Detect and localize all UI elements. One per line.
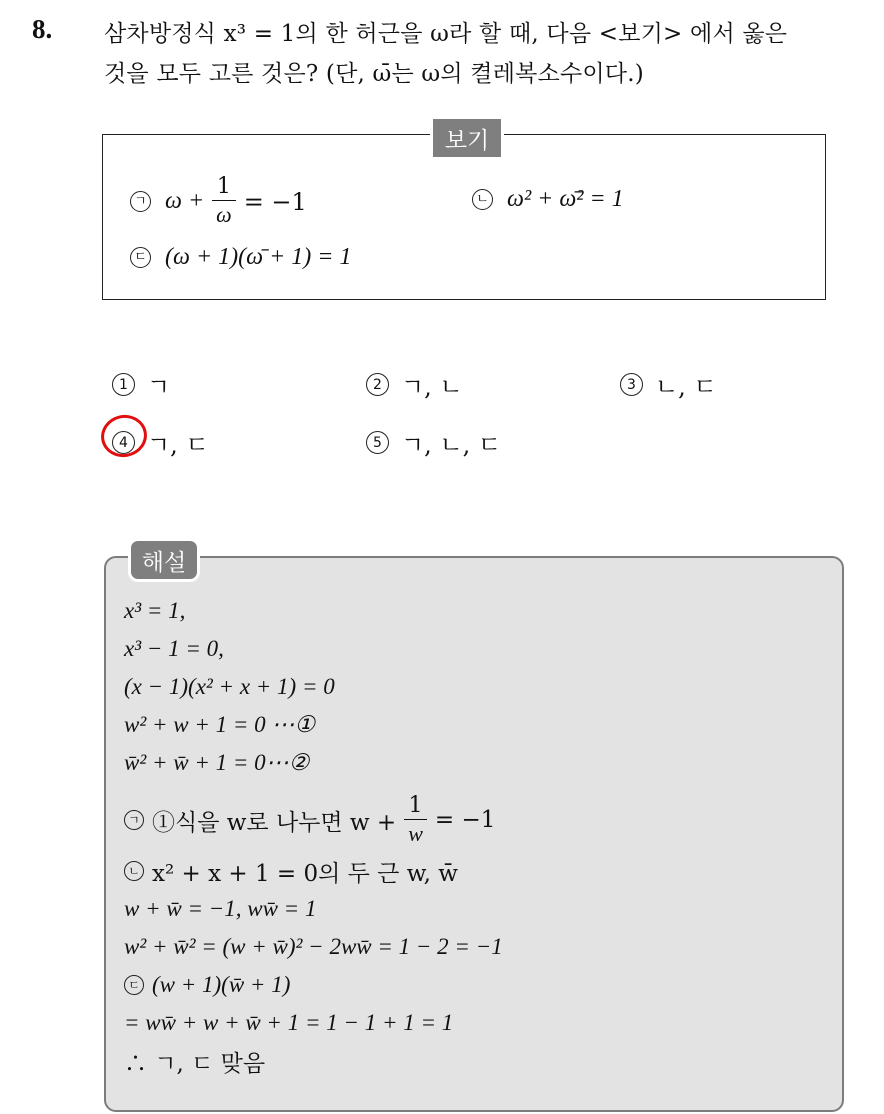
question-text xyxy=(104,14,864,94)
choice-2[interactable] xyxy=(366,367,463,402)
fraction-numerator: 1 xyxy=(216,174,231,199)
choice-answer: ㄱ, ㄴ, ㄷ xyxy=(401,431,502,459)
solution-line-3: (x − 1)(x² + x + 1) = 0 xyxy=(124,674,335,699)
solution-line-1: x³ = 1, xyxy=(124,598,186,623)
bogi-expr: ω² + ω̄² = 1 xyxy=(507,186,624,212)
bogi-expr-post: = −1 xyxy=(243,187,307,216)
bogi-item-digeut xyxy=(130,244,351,271)
bogi-tag: 보기 xyxy=(430,116,504,160)
marker-digeut: ㄷ xyxy=(130,247,151,268)
choice-number: 1 xyxy=(112,373,135,396)
solution-line-7 xyxy=(124,854,458,888)
choice-number: 5 xyxy=(366,431,389,454)
marker-giyeok: ㄱ xyxy=(124,810,144,830)
bogi-expr-pre: ω + xyxy=(165,188,205,214)
fraction xyxy=(404,793,427,848)
bogi-expr: (ω + 1)(ω̄ + 1) = 1 xyxy=(165,244,352,270)
fraction-denominator: w xyxy=(404,819,427,848)
question-line-1: 삼차방정식 x³ = 1의 한 허근을 ω라 할 때, 다음 <보기> 에서 옳은 xyxy=(104,21,788,47)
solution-line-7-text: x² + x + 1 = 0의 두 근 w, w̄ xyxy=(152,860,458,887)
solution-tag: 해설 xyxy=(128,538,200,582)
bogi-item-giyeok xyxy=(130,174,307,229)
choice-answer: ㄱ, ㄷ xyxy=(147,431,209,459)
choice-number: 4 xyxy=(112,431,135,454)
fraction-numerator: 1 xyxy=(408,792,423,818)
marker-digeut: ㄷ xyxy=(124,975,144,995)
marker-nieun: ㄴ xyxy=(124,861,144,881)
question-line-2: 것을 모두 고른 것은? (단, ω̄는 ω의 켤레복소수이다.) xyxy=(104,61,644,87)
choice-answer: ㄱ xyxy=(147,373,171,401)
solution-line-2: x³ − 1 = 0, xyxy=(124,636,224,661)
solution-line-10 xyxy=(124,968,290,1002)
solution-line-6-post: = −1 xyxy=(434,807,496,833)
marker-nieun: ㄴ xyxy=(472,189,493,210)
bogi-item-nieun xyxy=(472,186,624,213)
choice-1[interactable] xyxy=(112,367,170,402)
fraction-denominator: ω xyxy=(212,200,236,229)
solution-line-10-text: (w + 1)(w̄ + 1) xyxy=(152,972,291,997)
solution-line-11: = ww̄ + w + w̄ + 1 = 1 − 1 + 1 = 1 xyxy=(124,1010,454,1035)
solution-line-6-pre: ①식을 w로 나누면 w + xyxy=(152,809,397,836)
solution-line-5: w̄² + w̄ + 1 = 0⋯② xyxy=(124,750,310,775)
choice-5[interactable] xyxy=(366,425,501,460)
choice-answer: ㄴ, ㄷ xyxy=(655,373,717,401)
choice-number: 2 xyxy=(366,373,389,396)
choice-number: 3 xyxy=(620,373,643,396)
choice-answer: ㄱ, ㄴ xyxy=(401,373,463,401)
solution-line-4: w² + w + 1 = 0 ⋯① xyxy=(124,712,316,737)
choice-3[interactable] xyxy=(620,367,717,402)
fraction xyxy=(212,174,236,229)
solution-line-6 xyxy=(124,792,495,848)
solution-line-9: w² + w̄² = (w + w̄)² − 2ww̄ = 1 − 2 = −1 xyxy=(124,934,503,959)
question-number: 8. xyxy=(32,14,53,44)
solution-line-8: w + w̄ = −1, ww̄ = 1 xyxy=(124,896,317,921)
solution-line-12: ∴ ㄱ, ㄷ 맞음 xyxy=(124,1050,266,1077)
marker-giyeok: ㄱ xyxy=(130,191,151,212)
